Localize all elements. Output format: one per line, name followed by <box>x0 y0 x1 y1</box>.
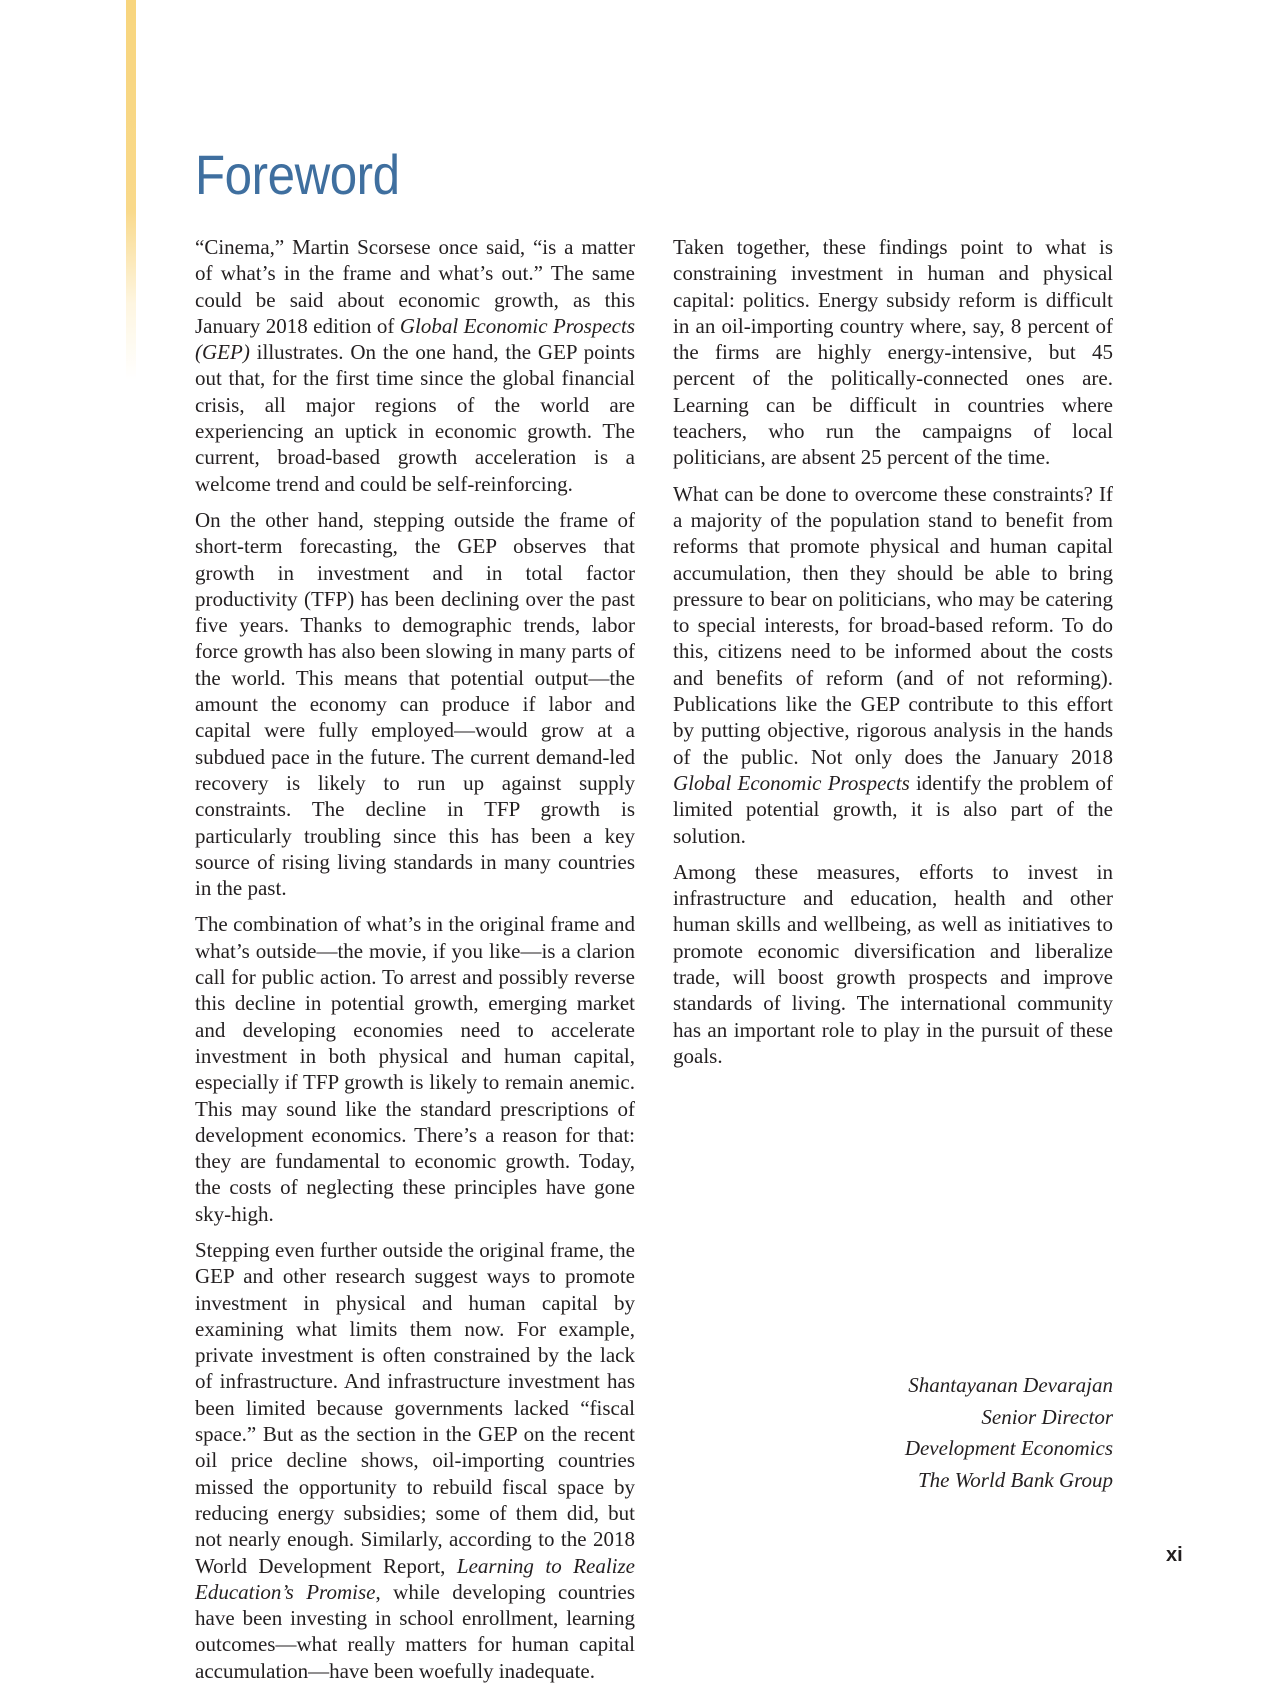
signature-block <box>673 1370 1113 1496</box>
paragraph-6: What can be done to overcome these constraints? If a majority of the population stand to benefit from reforms that promote physical and human capital accumulation, then they should be able to bring pressure to bear on politicians, who may be catering to special interests, for broad-based reform. To do this, citizens need to be informed about the costs and benefits of reform (and of not reforming). Publications like the GEP contribute to this effort by putting objective, rigorous analysis in the hands of the public. Not only does the January 2018 Global Economic Prospects identify the problem of limited potential growth, it is also part of the solution. <box>673 481 1113 848</box>
signature-department: Development Economics <box>904 1436 1113 1460</box>
left-column <box>195 234 635 1684</box>
page-number: xi <box>1166 1544 1183 1566</box>
paragraph-3: The combination of what’s in the original frame and what’s outside—the movie, if you like—is a clarion call for public action. To arrest and possibly reverse this decline in potential growth, emerging market and developing economies need to accelerate investment in both physical and human capital, especially if TFP growth is likely to remain anemic. This may sound like the standard prescriptions of development economics. There’s a reason for that: they are fundamental to economic growth. Today, the costs of neglecting these principles have gone sky-high. <box>195 912 635 1226</box>
paragraph-5: Taken together, these findings point to what is constraining investment in human and physical capital: politics. Energy subsidy reform is difficult in an oil-importing country where, say, 8 percent of the firms are highly energy-intensive, but 45 percent of the politically-connected ones are. Learning can be difficult in countries where teachers, who run the campaigns of local politicians, are absent 25 percent of the time. <box>673 235 1113 470</box>
paragraph-2: On the other hand, stepping outside the frame of short-term forecasting, the GEP observes that growth in investment and in total factor productivity (TFP) has been declining over the past five years. Thanks to demographic trends, labor force growth has also been slowing in many parts of the world. This means that potential output—the amount the economy can produce if labor and capital were fully employed—would grow at a subdued pace in the future. The current demand-led recovery is likely to run up against supply constraints. The decline in TFP growth is particularly troubling since this has been a key source of rising living standards in many countries in the past. <box>195 507 635 901</box>
paragraph-7: Among these measures, efforts to invest in infrastructure and education, health and other human skills and wellbeing, as well as initiatives to promote economic diversification and liberalize trade, will boost growth prospects and improve standards of living. The international community has an important role to play in the pursuit of these goals. <box>673 859 1113 1068</box>
page-title: Foreword <box>195 143 400 206</box>
accent-bar <box>126 0 136 380</box>
paragraph-1: “Cinema,” Martin Scorsese once said, “is a matter of what’s in the frame and what’s out.” The same could be said about economic growth, as this January 2018 edition of Global Economic Prospects (GEP) illustrates. On the one hand, the GEP points out that, for the first time since the global financial crisis, all major regions of the world are experiencing an uptick in economic growth. The current, broad-based growth acceleration is a welcome trend and could be self-reinforcing. <box>195 235 635 496</box>
signature-position: Senior Director <box>981 1404 1113 1429</box>
paragraph-4: Stepping even further outside the original frame, the GEP and other research suggest ways to promote investment in physical and human capital by examining what limits them now. For example, private investment is often constrained by the lack of infrastructure. And infrastructure investment has been limited because governments lacked “fiscal space.” But as the section in the GEP on the recent oil price decline shows, oil-importing countries missed the opportunity to rebuild fiscal space by reducing energy subsidies; some of them did, but not nearly enough. Similarly, according to the 2018 World Development Report, Learning to Realize Education’s Promise, while developing countries have been investing in school enrollment, learning outcomes—what really matters for human capital accumulation—have been woefully inadequate. <box>195 1237 635 1683</box>
signature-name: Shantayanan Devarajan <box>908 1373 1113 1397</box>
right-column <box>673 234 1113 1069</box>
signature-organization: The World Bank Group <box>917 1467 1113 1492</box>
